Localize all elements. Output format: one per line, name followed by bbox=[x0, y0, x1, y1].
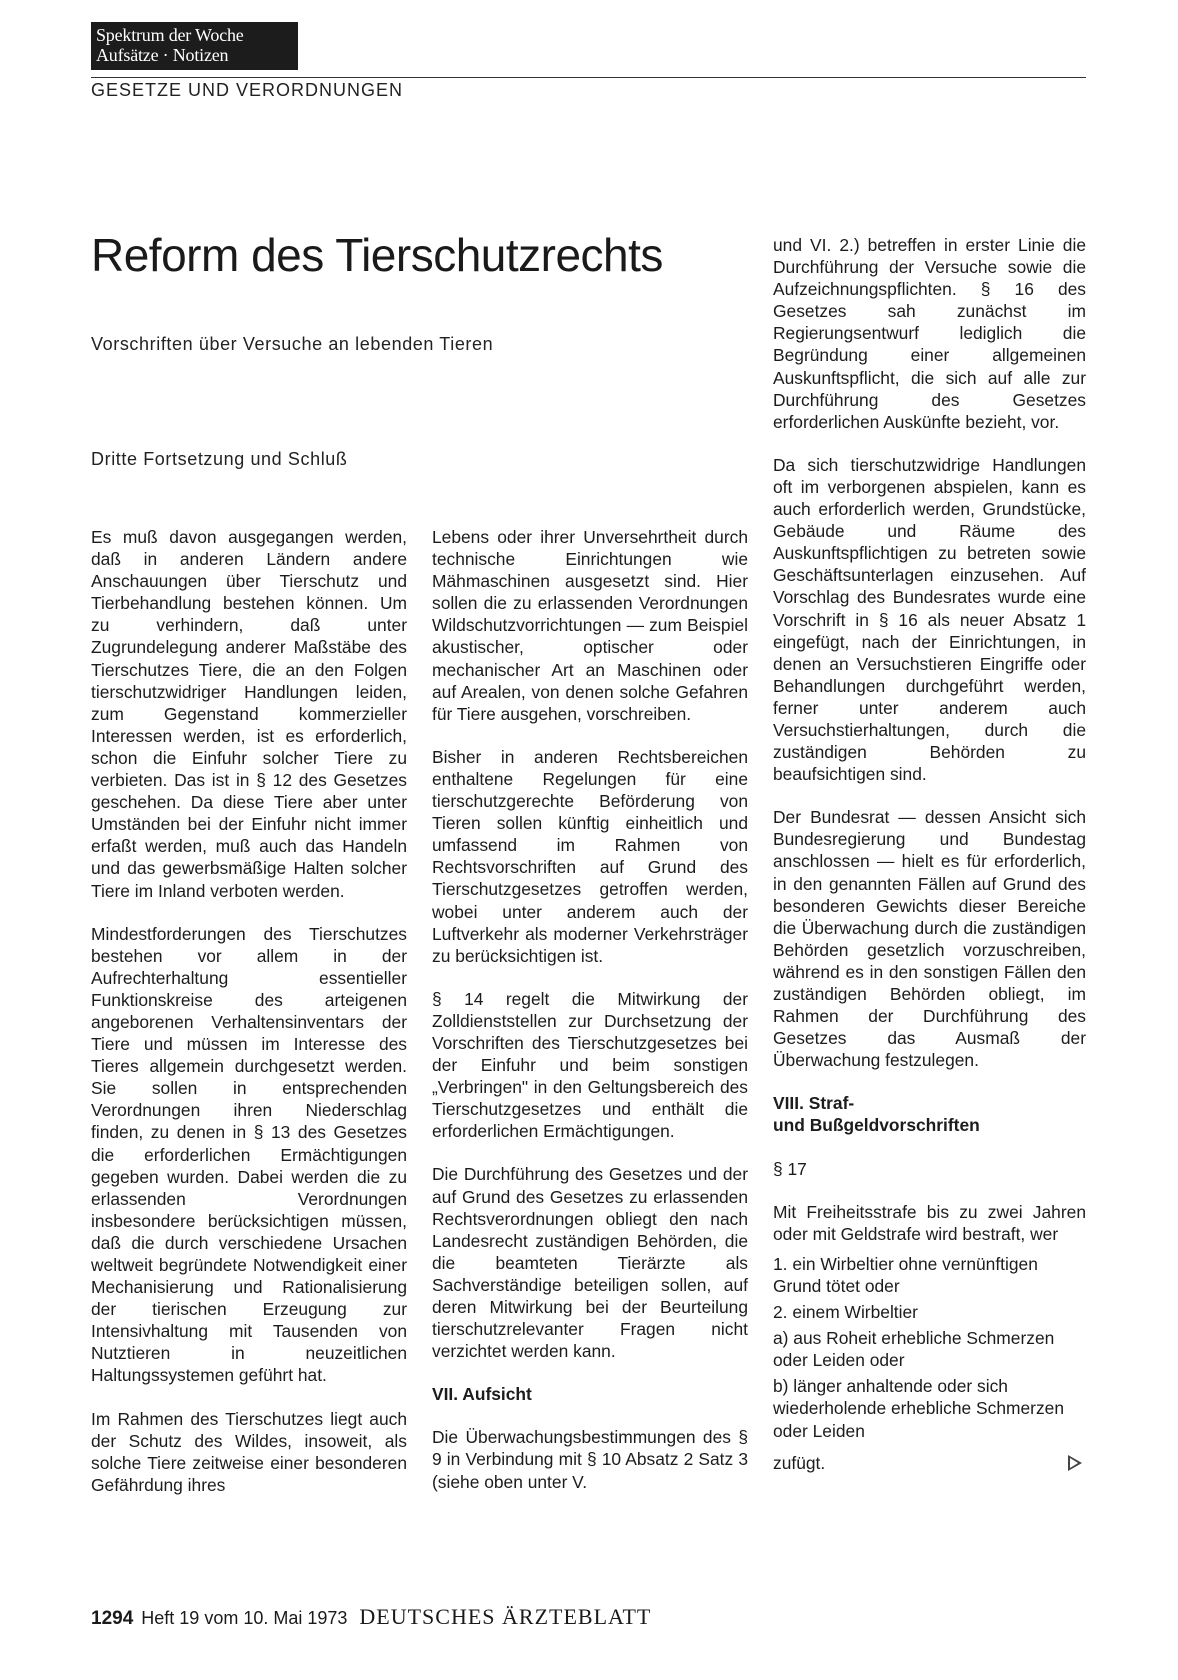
list-item: 1. ein Wirbeltier ohne vernünftigen Grund tötet oder bbox=[773, 1253, 1038, 1296]
journal-name: DEUTSCHES ÄRZTEBLATT bbox=[359, 1604, 652, 1629]
rubric-box bbox=[91, 22, 298, 70]
paragraph: Da sich tierschutzwidrige Handlungen oft im verborgenen abspielen, kann es auch erforderlich werden, Grundstücke, Gebäude und Räume des Auskunftspflichtigen zu betreten sowie Geschäftsunterlagen einzusehen. Auf Vorschlag des Bundesrates wurde eine Vorschrift in § 16 als neuer Absatz 1 eingefügt, nach der Einrichtungen, in denen an Versuchstieren Eingriffe oder Behandlungen durchgeführt werden, ferner unter anderem auch Versuchstierhaltungen, durch die zuständigen Behörden zu beaufsichtigen sind. bbox=[773, 454, 1086, 785]
paragraph: Mit Freiheitsstrafe bis zu zwei Jahren oder mit Geldstrafe wird bestraft, wer bbox=[773, 1201, 1086, 1244]
issue-info: Heft 19 vom 10. Mai 1973 bbox=[141, 1608, 348, 1628]
article-subtitle: Vorschriften über Versuche an lebenden Tieren bbox=[91, 334, 494, 354]
section-label: GESETZE UND VERORDNUNGEN bbox=[91, 80, 404, 100]
closing-word: zufügt. bbox=[773, 1452, 826, 1473]
heading-line-2: und Bußgeldvorschriften bbox=[773, 1115, 980, 1136]
text-column-2 bbox=[432, 526, 748, 1514]
paragraph: Lebens oder ihrer Unversehrtheit durch technische Einrichtungen wie Mähmaschinen ausgesetzt sind. Hier sollen die zu erlassenden Verordnungen Wildschutzvorrichtungen — zum Beispiel akustischer, optischer oder mechanischer Art an Maschinen oder auf Arealen, von denen solche Gefahren für Tiere ausgehen, vorschreiben. bbox=[432, 527, 748, 724]
list-item: 2. einem Wirbeltier bbox=[773, 1302, 918, 1323]
list-item: b) länger anhaltende oder sich wiederholende erhebliche Schmerzen oder Leiden bbox=[773, 1376, 1064, 1441]
paragraph: Im Rahmen des Tierschutzes liegt auch der Schutz des Wildes, insoweit, als solche Tiere zeitweise einer besonderen Gefährdung ihres bbox=[91, 1408, 407, 1495]
section-heading-strafvorschriften bbox=[773, 1092, 1086, 1136]
heading-line-1: VIII. Straf- bbox=[773, 1093, 855, 1114]
rubric-line-1: Spektrum der Woche bbox=[96, 25, 244, 45]
section-heading-aufsicht: VII. Aufsicht bbox=[432, 1384, 532, 1405]
text-column-3 bbox=[773, 234, 1086, 1474]
text-column-1 bbox=[91, 526, 407, 1517]
paragraph: und VI. 2.) betreffen in erster Linie die Durchführung der Versuche sowie die Aufzeichnungspflichten. § 16 des Gesetzes sah zunächst im Regierungsentwurf lediglich die Begründung einer allgemeinen Auskunftspflicht, die sich auf alle zur Durchführung des Gesetzes erforderlichen Auskünfte bezieht, vor. bbox=[773, 235, 1086, 432]
paragraph: Die Durchführung des Gesetzes und der auf Grund des Gesetzes zu erlassenden Rechtsverordnungen obliegt den nach Landesrecht zuständigen Behörden, die die beamteten Tierärzte als Sachverständige beteiligen sollen, auf deren Mitwirkung bei der Beurteilung tierschutzrelevanter Fragen nicht verzichtet werden kann. bbox=[432, 1164, 748, 1362]
article-kicker: Dritte Fortsetzung und Schluß bbox=[91, 449, 348, 469]
paragraph: Die Überwachungsbestimmungen des § 9 in Verbindung mit § 10 Absatz 2 Satz 3 (siehe oben unter V. bbox=[432, 1427, 748, 1492]
page-number: 1294 bbox=[91, 1608, 134, 1629]
paragraph: Bisher in anderen Rechtsbereichen enthaltene Regelungen für eine tierschutzgerechte Beförderung von Tieren sollen künftig einheitlich und umfassend im Rahmen von Rechtsvorschriften auf Grund des Tierschutzgesetzes getroffen werden, wobei unter anderem auch der Luftverkehr als moderner Verkehrsträger zu berücksichtigen ist. bbox=[432, 746, 748, 966]
paragraph: § 14 regelt die Mitwirkung der Zolldienststellen zur Durchsetzung der Vorschriften des Tierschutzgesetzes bei der Einfuhr und beim sonstigen „Verbringen" in den Geltungsbereich des Tierschutzgesetzes und enthält die erforderlichen Ermächtigungen. bbox=[432, 988, 748, 1142]
closing-line bbox=[773, 1452, 1086, 1474]
paragraph: Es muß davon ausgegangen werden, daß in anderen Ländern andere Anschauungen über Tierschutz und Tierbehandlung bestehen können. Um zu verhindern, daß unter Zugrundelegung anderer Maßstäbe des Tierschutzes Tiere, die an den Folgen tierschutzwidriger Handlungen leiden, zum Gegenstand kommerzieller Interessen werden, ist es erforderlich, schon die Einfuhr solcher Tiere zu verbieten. Das ist in § 12 des Gesetzes geschehen. Da diese Tiere aber unter Umständen bei der Einfuhr nicht immer erfaßt werden, muß auch das Handeln und das gewerbsmäßige Halten solcher Tiere im Inland verboten werden. bbox=[91, 527, 407, 901]
article-title: Reform des Tierschutzrechts bbox=[91, 229, 663, 281]
paragraph-number: § 17 bbox=[773, 1158, 807, 1179]
page-footer bbox=[91, 1604, 651, 1630]
paragraph: Der Bundesrat — dessen Ansicht sich Bundesregierung und Bundestag anschlossen — hielt es für erforderlich, in den genannten Fällen auf Grund des besonderen Gewichts dieser Bereiche die Überwachung durch die zuständigen Behörden gesetzlich vorzuschreiben, während es in den sonstigen Fällen den zuständigen Behörden obliegt, im Rahmen der Durchführung des Gesetzes das Ausmaß der Überwachung festzulegen. bbox=[773, 807, 1086, 1071]
paragraph: Mindestforderungen des Tierschutzes bestehen vor allem in der Aufrechterhaltung essentieller Funktionskreise des arteigenen angeborenen Verhaltensinventars der Tiere und müssen im Interesse des Tieres allgemein durchgesetzt werden. Sie sollen in entsprechenden Verordnungen ihren Niederschlag finden, zu denen in § 13 des Gesetzes die erforderlichen Ermächtigungen gegeben wurden. Dabei werden die zu erlassenden Verordnungen insbesondere berücksichtigen müssen, daß die durch verschiedene Ursachen weltweit begründete Notwendigkeit einer Mechanisierung und Rationalisierung der tierischen Erzeugung zur Intensivhaltung mit Tausenden von Nutztieren in neuzeitlichen Haltungssystemen geführt hat. bbox=[91, 923, 407, 1386]
triangle-right-icon bbox=[1068, 1455, 1082, 1471]
header-rule bbox=[91, 77, 1086, 78]
list-item: a) aus Roheit erhebliche Schmerzen oder Leiden oder bbox=[773, 1328, 1055, 1371]
rubric-line-2: Aufsätze · Notizen bbox=[96, 45, 229, 65]
